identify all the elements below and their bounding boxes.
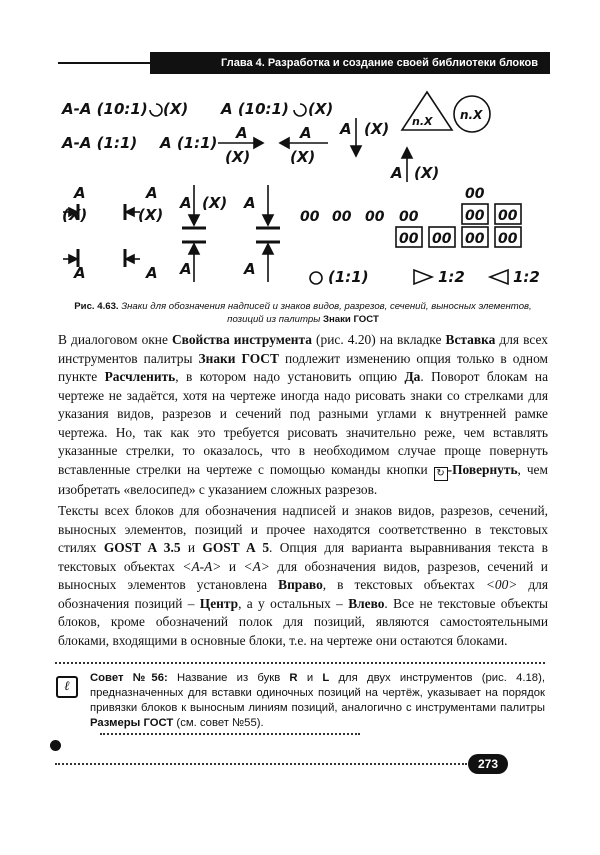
rotate-symbol-2 (294, 104, 306, 116)
scale-circle (310, 272, 322, 284)
caption-text: Знаки для обозначения надписей и знаков видов, разрезов, сечений, выносных элементов, позиций из палитры (121, 301, 532, 325)
svg-text:00: 00 (399, 209, 419, 225)
svg-text:00: 00 (300, 209, 320, 225)
svg-text:00: 00 (498, 208, 518, 224)
footer-divider (55, 763, 467, 765)
svg-text:(Х): (Х) (138, 206, 164, 224)
footer-bullet (50, 740, 61, 751)
svg-text:(Х): (Х) (414, 164, 440, 182)
caption-palette: Знаки ГОСТ (322, 314, 379, 325)
svg-text:А: А (146, 184, 158, 202)
svg-text:(Х): (Х) (290, 148, 316, 166)
svg-text:А: А (180, 194, 192, 212)
tip-text: Совет №56: Название из букв R и L для двух инструментов (рис. 4.18), предназначенных для вставки одиночных позиций на чертёж, указывает на порядок привязки блоков к выносным линиям позиций, аналогично с инструментами палитры Размеры ГОСТ (см. совет №55). (90, 672, 545, 729)
label-a-11: А (1:1) (160, 134, 218, 152)
paragraph-2: Тексты всех блоков для обозначения надписей и знаков видов, разрезов, сечений, выносных элементов, позиций и прочее находятся соответственно в текстовых стилях GOST A 3.5 и GOST A 5. Опция для варианта выравнивания текста в текстовых объектах <A-A> и <A> для обозначения видов, разрезов, сечений и выносных элементов установлена Вправо, в текстовых объектах <00> для обозначения позиций – Центр, а у остальных – Влево. Все не текстовые объекты блоков, кроме обозначений полок для позиций, являются самостоятельными блоками, входящими в основные блоки, т.е. на чертеже они остаются блоками. (58, 503, 549, 648)
svg-text:А: А (244, 260, 256, 278)
svg-text:(1:1): (1:1) (328, 268, 369, 286)
chapter-title: Глава 4. Разработка и создание своей библиотеки блоков (221, 57, 538, 69)
svg-text:А: А (74, 264, 86, 282)
chapter-header (150, 52, 550, 74)
svg-text:n.X: n.X (460, 108, 483, 122)
label-aa-11: А-А (1:1) (62, 134, 138, 152)
svg-text:А: А (391, 164, 403, 182)
svg-text:(Х): (Х) (62, 206, 88, 224)
svg-text:(Х): (Х) (364, 120, 390, 138)
svg-text:А: А (74, 184, 86, 202)
arrow-down-head (351, 146, 361, 156)
svg-text:n.X: n.X (412, 115, 433, 128)
arrow-head-1 (254, 138, 263, 148)
svg-text:(Х): (Х) (202, 194, 228, 212)
svg-text:А: А (300, 124, 312, 142)
svg-text:(Х): (Х) (163, 100, 189, 118)
paragraph-1: В диалоговом окне Свойства инструмента (рис. 4.20) на вкладке Вставка для всех инструментов палитры Знаки ГОСТ подлежит изменению опция только в одном пункте Расчленить, в котором надо установить опцию Да. Поворот блокам на чертеже не задаётся, хотя на чертеже иногда надо рисовать знаки со стрелками для указания видов, разрезов и сечений под разными углами к внутренней рамке чертежа. Но, так как это требуется рисовать значительно реже, чем вставлять указанные стрелки, то оказалось, что в необходимом случае проще повернуть вставленные стрелки на чертеже с помощью команды кнопки ↻ -Повернуть, чем изобретать «велосипед» с указанием сложных разрезов. (58, 332, 549, 497)
svg-text:00: 00 (365, 209, 385, 225)
svg-text:А: А (146, 264, 158, 282)
rotate-icon: ↻ (434, 467, 448, 481)
tip-top-divider (55, 662, 545, 664)
svg-text:1:2: 1:2 (438, 268, 465, 286)
arrow-head-2 (280, 138, 289, 148)
tip-note-icon: ℓ (56, 676, 78, 698)
svg-text:А: А (180, 260, 192, 278)
svg-text:А: А (236, 124, 248, 142)
arrow-up-head (402, 148, 412, 158)
svg-text:00: 00 (465, 208, 485, 224)
figure-caption (58, 300, 548, 326)
svg-text:А: А (244, 194, 256, 212)
page-number: 273 (468, 754, 508, 774)
svg-text:А: А (340, 120, 352, 138)
svg-text:(Х): (Х) (225, 148, 251, 166)
caption-label: Рис. 4.63. (74, 301, 119, 312)
svg-text:00: 00 (465, 186, 485, 202)
svg-text:00: 00 (399, 231, 419, 247)
svg-text:00: 00 (498, 231, 518, 247)
scale-triangle-left (490, 270, 508, 284)
rotate-symbol-1 (150, 104, 162, 116)
gost-symbols-figure (58, 82, 548, 298)
svg-text:(Х): (Х) (308, 100, 334, 118)
svg-text:00: 00 (332, 209, 352, 225)
label-aa-10: А-А (10:1) (62, 100, 148, 118)
svg-text:00: 00 (432, 231, 452, 247)
svg-text:00: 00 (465, 231, 485, 247)
tip-bottom-divider (100, 733, 360, 735)
label-a-10: А (10:1) (221, 100, 289, 118)
header-rule (58, 62, 150, 64)
scale-triangle-right (414, 270, 432, 284)
svg-text:1:2: 1:2 (513, 268, 540, 286)
